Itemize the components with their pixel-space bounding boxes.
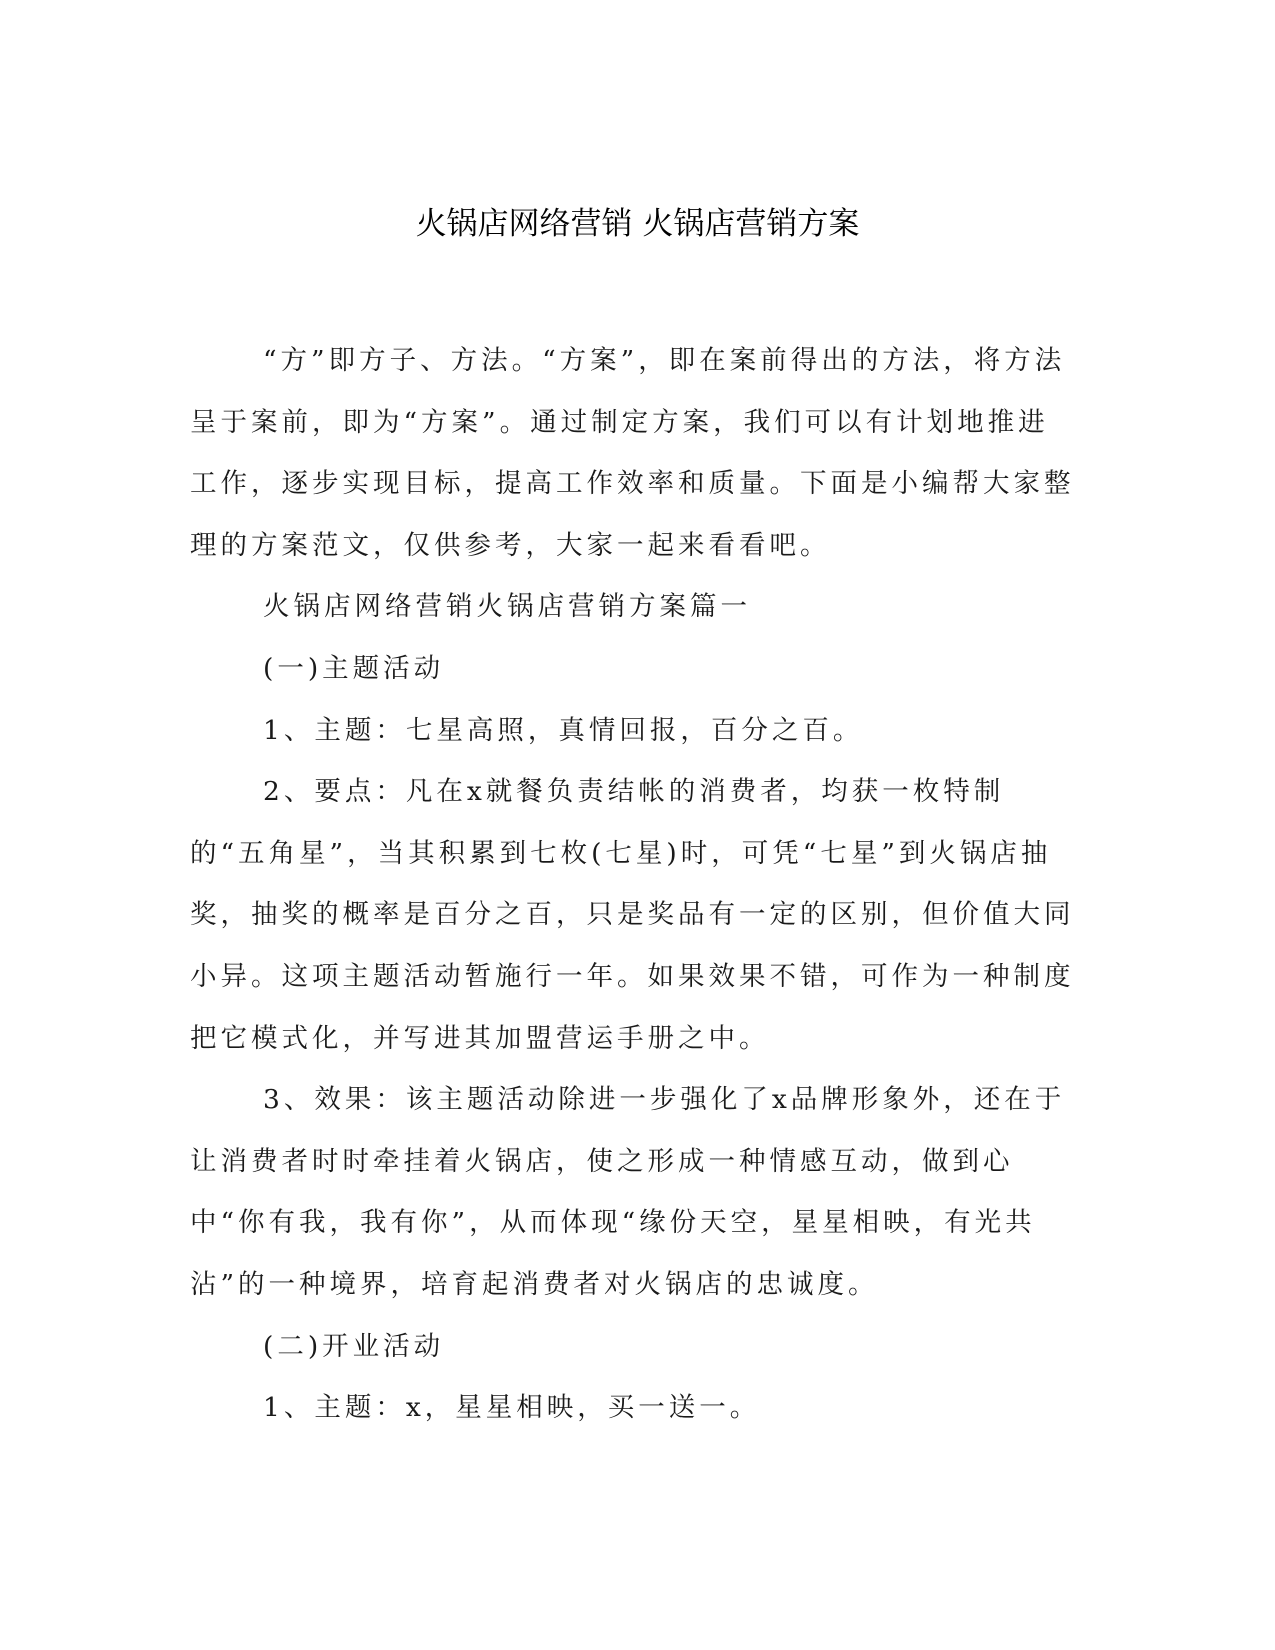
- list-item: 1、主题：七星高照，真情回报，百分之百。: [263, 714, 864, 746]
- intro-paragraph: “方”即方子、方法。“方案”，即在案前得出的方法，将方法呈于案前，即为“方案”。通过制定方案，我们可以有计划地推进工作，逐步实现目标，提高工作效率和质量。下面是小编帮大家整理的方案范文，仅供参考，大家一起来看看吧。: [190, 345, 1075, 561]
- subsection-heading: (一)主题活动: [263, 652, 445, 684]
- list-item: 3、效果：该主题活动除进一步强化了x品牌形象外，还在于让消费者时时牵挂着火锅店，使之形成一种情感互动，做到心中“你有我，我有你”，从而体现“缘份天空，星星相映，有光共沾”的一种境界，培育起消费者对火锅店的忠诚度。: [190, 1084, 1066, 1300]
- document-body: [190, 330, 1075, 1439]
- subsection-heading: (二)开业活动: [263, 1330, 445, 1362]
- section-heading: 火锅店网络营销火锅店营销方案篇一: [263, 591, 751, 623]
- list-item: 1、主题：x，星星相映，买一送一。: [263, 1392, 761, 1424]
- page-title: 火锅店网络营销 火锅店营销方案: [415, 206, 860, 242]
- list-item: 2、要点：凡在x就餐负责结帐的消费者，均获一枚特制的“五角星”，当其积累到七枚(七星)时，可凭“七星”到火锅店抽奖，抽奖的概率是百分之百，只是奖品有一定的区别，但价值大同小异。这项主题活动暂施行一年。如果效果不错，可作为一种制度把它模式化，并写进其加盟营运手册之中。: [190, 776, 1075, 1054]
